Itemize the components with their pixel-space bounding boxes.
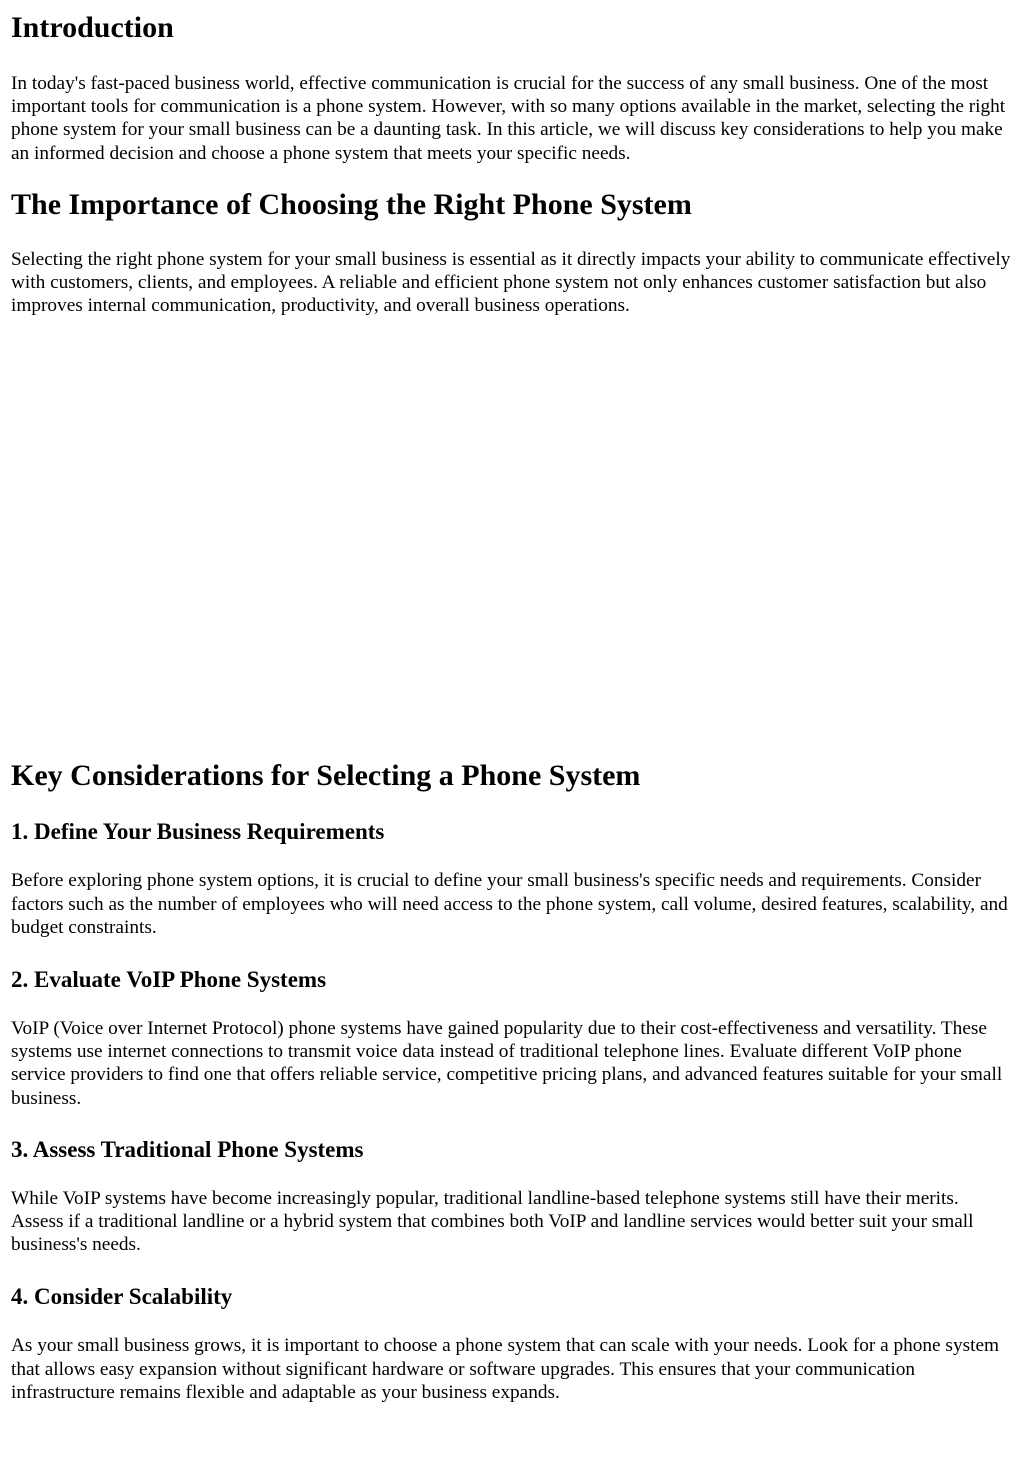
importance-paragraph: Selecting the right phone system for your small business is essential as it directly impacts your ability to communicate effectively with customers, clients, and employees. A reliable and efficient phone system not only enhances customer satisfaction but also improves internal communication, productivity, and overall business operations. xyxy=(11,248,1011,317)
importance-section xyxy=(11,188,1014,318)
consideration-heading-1: 1. Define Your Business Requirements xyxy=(11,819,385,845)
intro-section xyxy=(11,11,1014,165)
considerations-section xyxy=(11,759,1014,1404)
consideration-heading-4: 4. Consider Scalability xyxy=(11,1284,233,1310)
importance-heading: The Importance of Choosing the Right Phone System xyxy=(11,187,692,221)
consideration-paragraph-2: VoIP (Voice over Internet Protocol) phone systems have gained popularity due to their cost-effectiveness and versatility. These systems use internet connections to transmit voice data instead of traditional telephone lines. Evaluate different VoIP phone service providers to find one that offers reliable service, competitive pricing plans, and advanced features suitable for your small business. xyxy=(11,1018,1003,1109)
consideration-paragraph-3: While VoIP systems have become increasingly popular, traditional landline-based telephone systems still have their merits. Assess if a traditional landline or a hybrid system that combines both VoIP and landline services would better suit your small business's needs. xyxy=(11,1187,974,1256)
article-page xyxy=(0,11,1024,1404)
consideration-heading-2: 2. Evaluate VoIP Phone Systems xyxy=(11,967,327,993)
intro-paragraph: In today's fast-paced business world, effective communication is crucial for the success of any small business. One of the most important tools for communication is a phone system. However, with so many options available in the market, selecting the right phone system for your small business can be a daunting task. In this article, we will discuss key considerations to help you make an informed decision and choose a phone system that meets your specific needs. xyxy=(11,73,1006,164)
considerations-heading: Key Considerations for Selecting a Phone System xyxy=(11,759,641,793)
consideration-heading-3: 3. Assess Traditional Phone Systems xyxy=(11,1136,364,1162)
consideration-paragraph-1: Before exploring phone system options, it is crucial to define your small business's specific needs and requirements. Consider factors such as the number of employees who will need access to the phone system, call volume, desired features, scalability, and budget constraints. xyxy=(11,870,1008,938)
blank-space xyxy=(11,317,1014,759)
intro-heading: Introduction xyxy=(11,11,174,44)
consideration-paragraph-4: As your small business grows, it is important to choose a phone system that can scale with your needs. Look for a phone system that allows easy expansion without significant hardware or software upgrades. This ensures that your communication infrastructure remains flexible and adaptable as your business expands. xyxy=(11,1335,999,1403)
